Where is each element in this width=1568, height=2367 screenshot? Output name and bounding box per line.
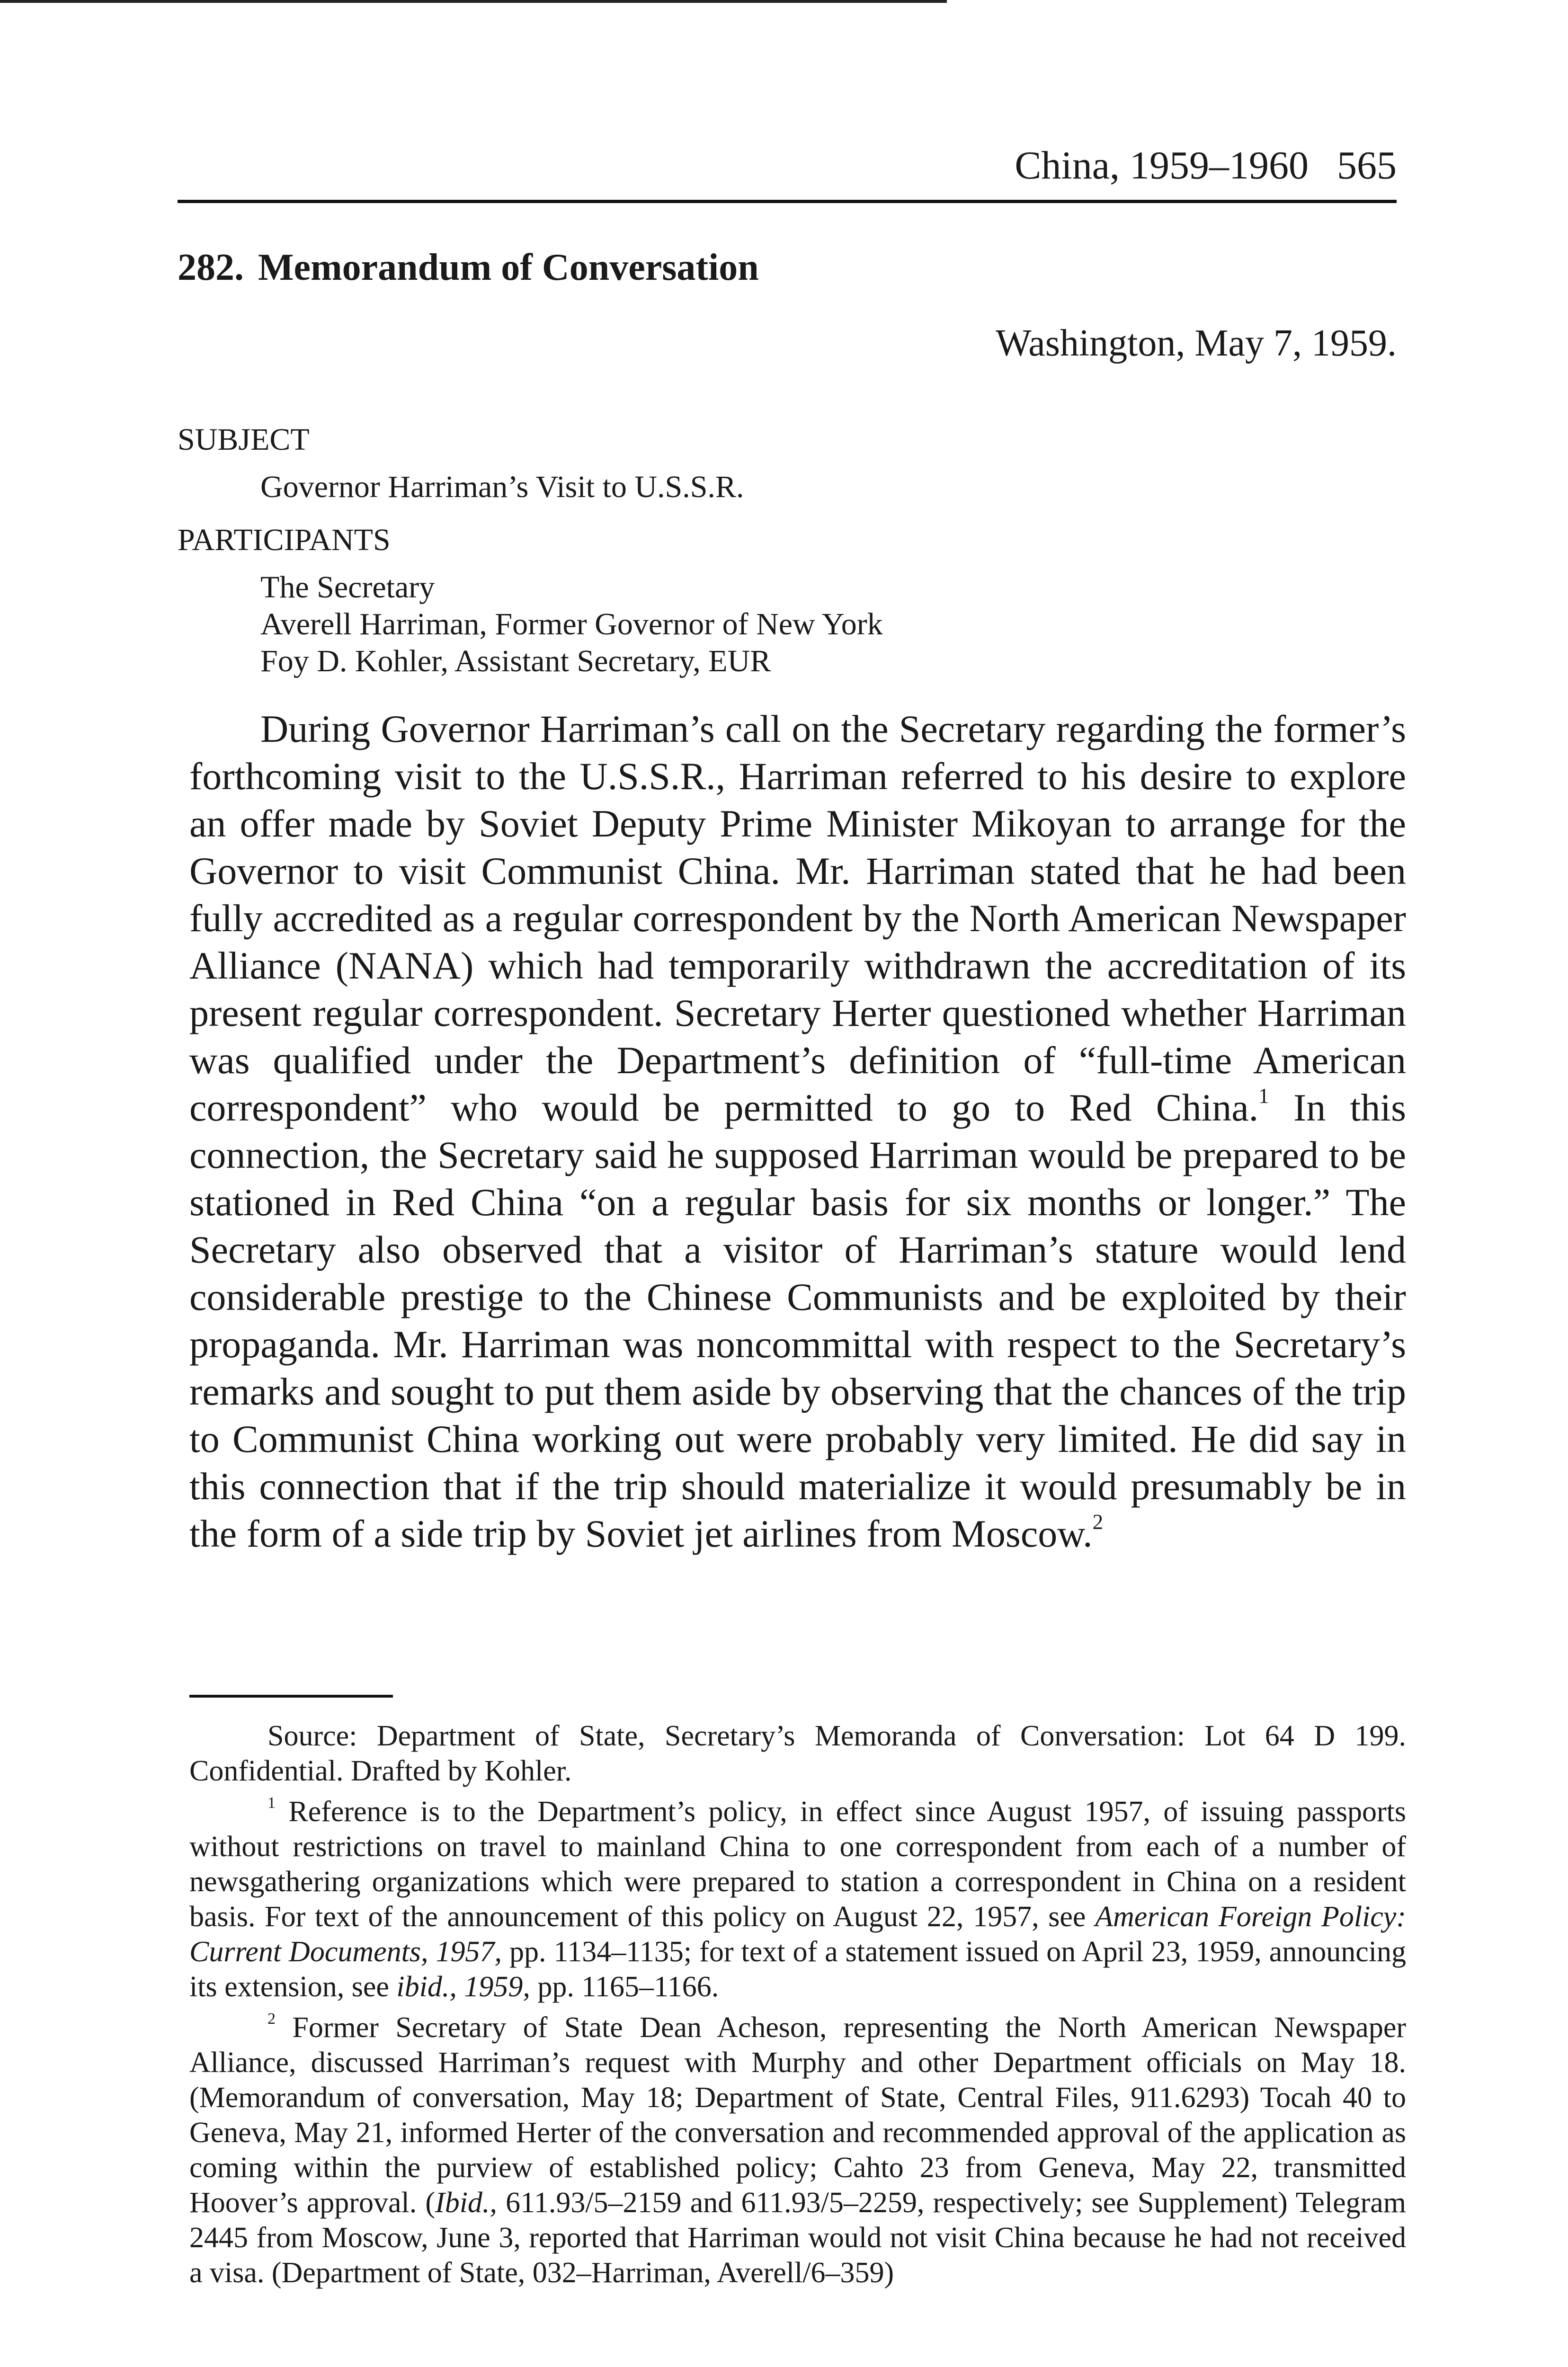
subject-label: SUBJECT	[178, 422, 310, 457]
footnote-text: pp. 1165–1166.	[530, 1971, 719, 2003]
footnote-text: Former Secretary of State Dean Acheson, representing the North American Newspaper Alliance, discussed Harriman’s request with Murphy and other Department officials on May 18. (Memorandum of conversation, May 18; Department of State, Central Files, 911.6293) Tocah 40 to Geneva, May 21, informed Herter of the conversation and recommended approval of the application as coming within the purview of established policy; Cahto 23 from Geneva, May 22, transmitted Hoover’s approval. (	[189, 2011, 1406, 2219]
footnote-ref-1: 1	[1258, 1084, 1269, 1108]
page-header	[178, 142, 1397, 203]
footnote-divider	[189, 1695, 393, 1698]
page-number: 565	[1337, 143, 1397, 187]
document-number: 282.	[178, 247, 244, 288]
place-date: Washington, May 7, 1959.	[996, 322, 1397, 364]
footnote-italic: American Foreign Policy: Current Documents, 1957,	[189, 1901, 1406, 1968]
footnote-1	[189, 1794, 1406, 2004]
source-note: Source: Department of State, Secretary’s Memoranda of Conversation: Lot 64 D 199. Confidential. Drafted by Kohler.	[189, 1720, 1406, 1787]
body-text-part: During Governor Harriman’s call on the Secretary regarding the former’s forthcoming visit to the U.S.S.R., Harriman referred to his desire to explore an offer made by Soviet Deputy Prime Minister Mikoyan to arrange for the Governor to visit Communist China. Mr. Harriman stated that he had been fully accredited as a regular correspondent by the North American Newspaper Alliance (NANA) which had temporarily withdrawn the accreditation of its present regular correspondent. Secretary Herter questioned whether Harriman was qualified under the Department’s definition of “full-time American correspondent” who would be permitted to go to Red China.	[189, 707, 1406, 1129]
participants-label: PARTICIPANTS	[178, 523, 391, 557]
subject-text: Governor Harriman’s Visit to U.S.S.R.	[260, 470, 744, 504]
header-rule	[178, 200, 1397, 203]
footnote-marker: 2	[267, 2010, 276, 2028]
document-title	[178, 246, 759, 289]
participant-item: Foy D. Kohler, Assistant Secretary, EUR	[260, 644, 771, 678]
header-line	[178, 142, 1397, 189]
participant-item: The Secretary	[260, 570, 435, 605]
footnote-italic: Ibid.,	[435, 2187, 497, 2219]
top-edge-rule	[0, 0, 947, 3]
footnote-marker: 1	[267, 1794, 276, 1812]
footnote-ref-2: 2	[1092, 1510, 1104, 1534]
footnotes	[189, 1718, 1406, 2296]
footnote-2	[189, 2010, 1406, 2290]
footnote-text: pp. 1134–1135; for text of a statement issued on April 23, 1959, announcing its extension, see	[189, 1936, 1406, 2003]
footnote-text: Reference is to the Department’s policy, in effect since August 1957, of issuing passports without restrictions on travel to mainland China to one correspondent from each of a number of newsgathering organizations which were prepared to station a correspondent in China on a resident basis. For text of the announcement of this policy on August 22, 1957, see	[189, 1796, 1406, 1933]
running-title: China, 1959–1960	[1015, 143, 1309, 187]
memo-metadata	[178, 421, 1394, 680]
footnote-italic: ibid., 1959,	[396, 1971, 530, 2003]
participant-item: Averell Harriman, Former Governor of New York	[260, 607, 883, 641]
document-title-text: Memorandum of Conversation	[258, 247, 759, 288]
footnote-text: 611.93/5–2159 and 611.93/5–2259, respectively; see Supplement) Telegram 2445 from Moscow, June 3, reported that Harriman would not visit China because he had not received a visa. (Department of State, 032–Harriman, Averell/6–359)	[189, 2187, 1406, 2289]
body-text-part: In this connection, the Secretary said he supposed Harriman would be prepared to be stationed in Red China “on a regular basis for six months or longer.” The Secretary also observed that a visitor of Harriman’s stature would lend considerable prestige to the Chinese Communists and be exploited by their propaganda. Mr. Harriman was noncommittal with respect to the Secretary’s remarks and sought to put them aside by observing that the chances of the trip to Communist China working out were probably very limited. He did say in this connection that if the trip should materialize it would presumably be in the form of a side trip by Soviet jet airlines from Moscow.	[189, 1086, 1406, 1555]
memo-body	[189, 705, 1406, 1557]
